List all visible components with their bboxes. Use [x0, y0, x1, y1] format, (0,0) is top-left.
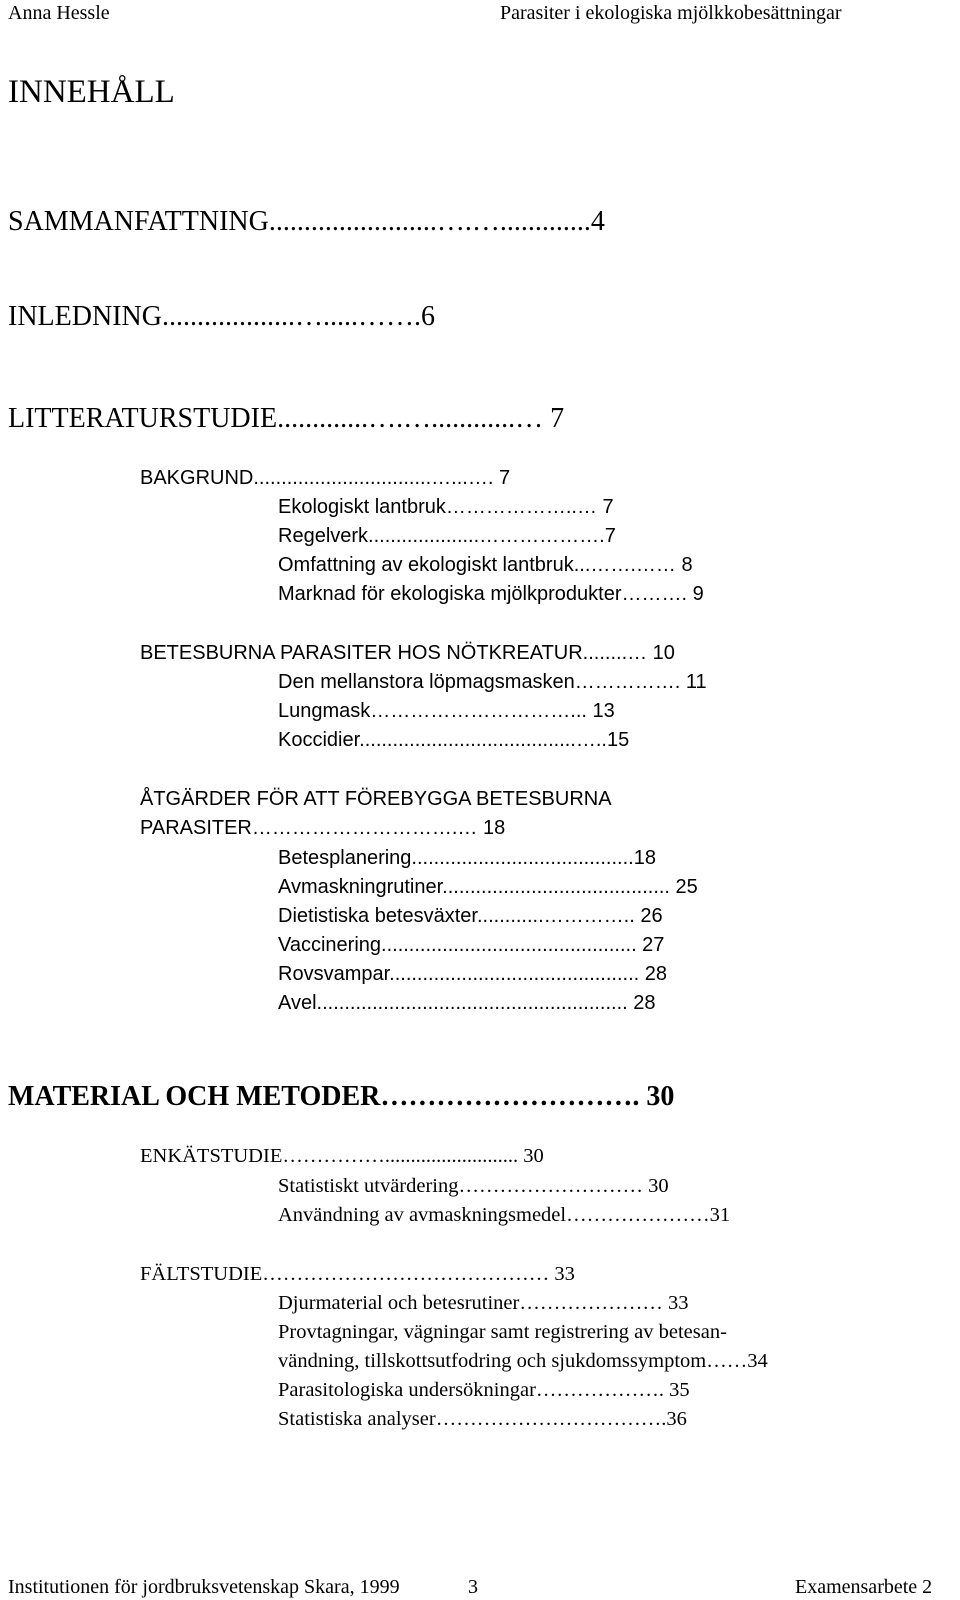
toc-entry-faltstudie[interactable]: FÄLTSTUDIE…………………………………… 33	[140, 1263, 575, 1285]
toc-entry-marknad[interactable]: Marknad för ekologiska mjölkprodukter………. 9	[278, 583, 704, 605]
toc-entry-avel[interactable]: Avel........................................................ 28	[278, 992, 656, 1014]
toc-entry-provtagningar-line1[interactable]: Provtagningar, vägningar samt registrering av betesan-	[278, 1321, 727, 1343]
toc-entry-betesplanering[interactable]: Betesplanering........................................18	[278, 847, 656, 869]
toc-entry-lungmask[interactable]: Lungmask…………………………... 13	[278, 700, 615, 722]
toc-entry-bakgrund[interactable]: BAKGRUND................................…...…. 7	[140, 467, 511, 489]
footer-page-number: 3	[468, 1576, 478, 1598]
page-title: INNEHÅLL	[8, 74, 175, 110]
toc-entry-avmaskningrutiner[interactable]: Avmaskningrutiner......................................... 25	[278, 876, 698, 898]
toc-entry-omfattning[interactable]: Omfattning av ekologiskt lantbruk...…….…… 8	[278, 554, 693, 576]
toc-entry-statistiska-analyser[interactable]: Statistiska analyser…………………………….36	[278, 1408, 687, 1430]
toc-entry-sammanfattning[interactable]: SAMMANFATTNING........................….….............4	[8, 206, 605, 237]
header-author: Anna Hessle	[8, 2, 110, 24]
toc-entry-material-och-metoder[interactable]: MATERIAL OCH METODER………………………. 30	[8, 1081, 675, 1112]
toc-entry-djurmaterial[interactable]: Djurmaterial och betesrutiner………………… 33	[278, 1292, 689, 1314]
footer-institution: Institutionen för jordbruksvetenskap Skara, 1999	[8, 1576, 400, 1598]
toc-entry-dietistiska-betesvaxter[interactable]: Dietistiska betesväxter............………….. 26	[278, 905, 663, 927]
toc-entry-vaccinering[interactable]: Vaccinering.............................................. 27	[278, 934, 665, 956]
toc-entry-enkatstudie[interactable]: ENKÄTSTUDIE…………….......................... 30	[140, 1145, 544, 1167]
toc-entry-ekologiskt-lantbruk[interactable]: Ekologiskt lantbruk………………..… 7	[278, 496, 614, 518]
toc-entry-parasitologiska-undersokningar[interactable]: Parasitologiska undersökningar………………. 35	[278, 1379, 690, 1401]
toc-entry-rovsvampar[interactable]: Rovsvampar............................................. 28	[278, 963, 668, 985]
toc-entry-atgarder-line1[interactable]: ÅTGÄRDER FÖR ATT FÖREBYGGA BETESBURNA	[140, 788, 612, 810]
toc-entry-statistiskt-utvardering[interactable]: Statistiskt utvärdering……………………… 30	[278, 1175, 669, 1197]
footer-series: Examensarbete 2	[795, 1576, 933, 1598]
toc-entry-betesburna-parasiter[interactable]: BETESBURNA PARASITER HOS NÖTKREATUR........… 10	[140, 642, 675, 664]
header-title: Parasiter i ekologiska mjölkkobesättningar	[500, 2, 842, 24]
toc-entry-lopmagsmasken[interactable]: Den mellanstora löpmagsmasken……………. 11	[278, 671, 707, 693]
toc-entry-koccidier[interactable]: Koccidier.......................................…..15	[278, 729, 630, 751]
toc-entry-inledning[interactable]: INLEDNING...................….....…….6	[8, 301, 435, 332]
toc-entry-atgarder-line2[interactable]: PARASITER………………………….… 18	[140, 817, 506, 839]
toc-entry-provtagningar-line2[interactable]: vändning, tillskottsutfodring och sjukdomssymptom……34	[278, 1350, 768, 1372]
toc-entry-regelverk[interactable]: Regelverk....................……………….7	[278, 525, 616, 547]
toc-entry-litteraturstudie[interactable]: LITTERATURSTUDIE.............….…............… 7	[8, 403, 565, 434]
toc-entry-anvandning-avmaskningsmedel[interactable]: Användning av avmaskningsmedel…………………31	[278, 1204, 731, 1226]
